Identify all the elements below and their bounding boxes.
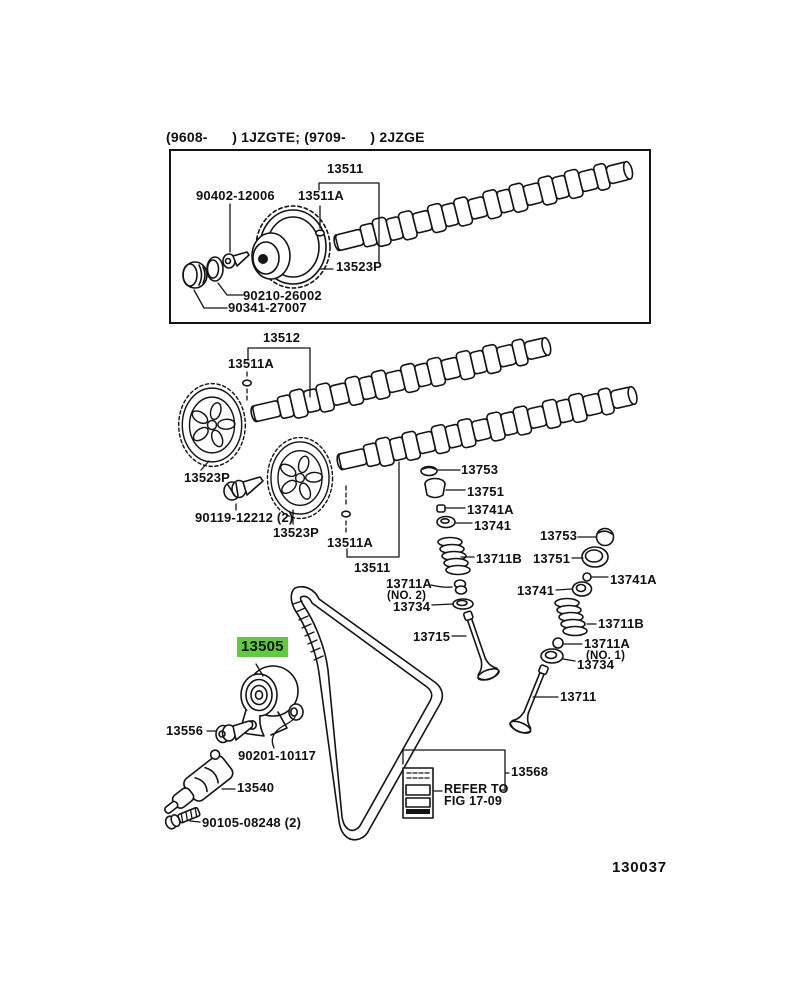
refer-note-line2: FIG 17-09 bbox=[444, 794, 503, 808]
belt-cover-grid-icon bbox=[403, 768, 433, 818]
part-label-13523p-mid-2: 13523P bbox=[273, 525, 320, 540]
part-label-90119-12212: 90119-12212 (2) bbox=[195, 510, 294, 525]
part-label-13711: 13711 bbox=[560, 689, 597, 704]
variant-header: (9608- ) 1JZGTE; (9709- ) 2JZGE bbox=[166, 129, 425, 145]
part-label-13734-left: 13734 bbox=[393, 599, 431, 614]
part-label-13512: 13512 bbox=[263, 330, 301, 345]
part-label-13505-highlighted[interactable]: 13505 bbox=[237, 637, 288, 657]
part-label-13511-mid: 13511 bbox=[354, 560, 391, 575]
part-label-13753-right: 13753 bbox=[540, 528, 578, 543]
part-label-13711a-no1: 13711A bbox=[584, 636, 631, 651]
part-label-13751-right: 13751 bbox=[533, 551, 571, 566]
part-label-13711b-right: 13711B bbox=[598, 616, 645, 631]
part-label-90105-08248: 90105-08248 (2) bbox=[202, 815, 302, 830]
part-label-13568: 13568 bbox=[511, 764, 549, 779]
part-label-13711a-no2: 13711A bbox=[386, 576, 433, 591]
ring-90210 bbox=[207, 257, 223, 281]
part-label-13711a-no1-sub: (NO. 1) bbox=[586, 650, 626, 662]
timing-pulley-mid-1 bbox=[179, 384, 246, 467]
part-label-13715: 13715 bbox=[413, 629, 451, 644]
part-label-90402-12006: 90402-12006 bbox=[196, 188, 275, 203]
part-label-13523p-mid-1: 13523P bbox=[184, 470, 231, 485]
refer-note-line1: REFER TO bbox=[444, 782, 509, 796]
timing-pulley-top bbox=[252, 206, 330, 288]
cap-90341 bbox=[183, 262, 207, 288]
part-label-13540: 13540 bbox=[237, 780, 275, 795]
figure-number: 130037 bbox=[612, 859, 667, 876]
part-label-90341-27007: 90341-27007 bbox=[228, 300, 307, 315]
part-label-13511a-mid-1: 13511A bbox=[228, 356, 275, 371]
part-label-13511a-mid-2: 13511A bbox=[327, 535, 374, 550]
part-label-13511-top: 13511 bbox=[327, 161, 364, 176]
part-label-13511a-top: 13511A bbox=[298, 188, 345, 203]
part-label-13741-left: 13741 bbox=[474, 518, 512, 533]
part-label-13711a-no2-sub: (NO. 2) bbox=[387, 590, 427, 602]
part-label-13556: 13556 bbox=[166, 723, 204, 738]
part-label-13741a-right: 13741A bbox=[610, 572, 657, 587]
part-label-13711b-left: 13711B bbox=[476, 551, 523, 566]
part-label-13741-right: 13741 bbox=[517, 583, 555, 598]
part-label-13751-left: 13751 bbox=[467, 484, 505, 499]
part-label-13734-right: 13734 bbox=[577, 657, 615, 672]
part-label-90210-26002: 90210-26002 bbox=[243, 288, 322, 303]
bolt-13556 bbox=[216, 721, 253, 743]
part-label-90201-10117: 90201-10117 bbox=[238, 748, 317, 763]
timing-pulley-mid-2 bbox=[267, 438, 332, 519]
bolt-90402 bbox=[223, 252, 249, 268]
part-label-13523p-top: 13523P bbox=[336, 259, 383, 274]
part-label-13753-left: 13753 bbox=[461, 462, 499, 477]
part-label-13741a-left: 13741A bbox=[467, 502, 514, 517]
camshaft-intake-top bbox=[331, 156, 635, 257]
stud-collar-90201 bbox=[289, 704, 303, 720]
